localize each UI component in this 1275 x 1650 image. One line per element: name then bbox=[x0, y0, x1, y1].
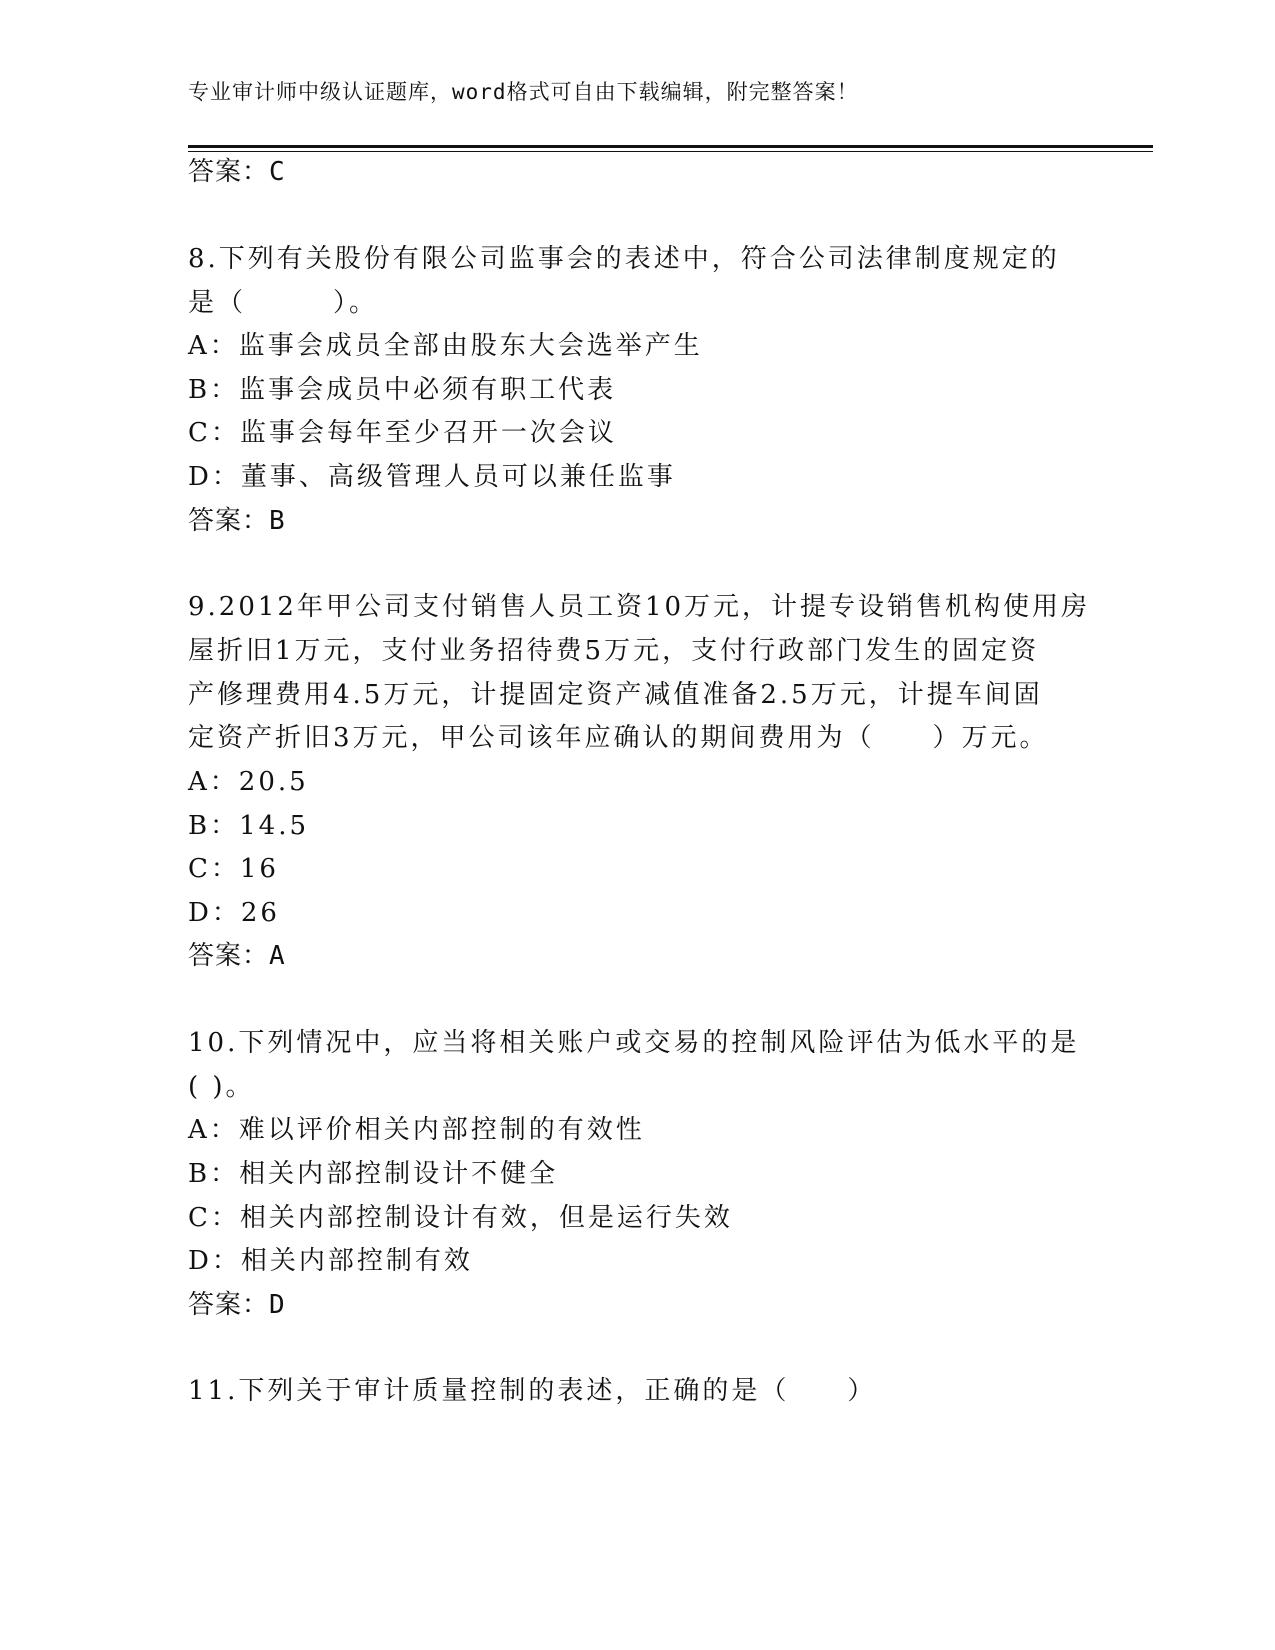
q8-stem-line-1: 8.下列有关股份有限公司监事会的表述中，符合公司法律制度规定的 bbox=[188, 244, 1060, 274]
q10-answer bbox=[188, 1292, 286, 1318]
q10-option-d: D：相关内部控制有效 bbox=[188, 1246, 473, 1276]
q9-option-d: D：26 bbox=[188, 898, 280, 928]
answer-value: D bbox=[269, 1290, 286, 1320]
q10-stem-line-2: ( )。 bbox=[188, 1072, 255, 1102]
answer-label: 答案： bbox=[188, 157, 270, 187]
answer-prev bbox=[188, 159, 286, 185]
page-header: 专业审计师中级认证题库，word格式可自由下载编辑，附完整答案！ bbox=[188, 80, 859, 104]
q10-stem-line-1: 10.下列情况中，应当将相关账户或交易的控制风险评估为低水平的是 bbox=[188, 1028, 1080, 1058]
q9-answer bbox=[188, 943, 286, 969]
answer-label: 答案： bbox=[188, 506, 270, 536]
header-rule-thick bbox=[188, 145, 1153, 148]
q9-option-b: B：14.5 bbox=[188, 811, 309, 841]
q8-option-c: C：监事会每年至少召开一次会议 bbox=[188, 418, 617, 448]
q8-option-b: B：监事会成员中必须有职工代表 bbox=[188, 375, 617, 405]
answer-value: A bbox=[269, 941, 286, 971]
q8-stem-line-2: 是（ ）。 bbox=[188, 288, 379, 318]
q11-stem-line-1: 11.下列关于审计质量控制的表述，正确的是（ ） bbox=[188, 1376, 877, 1406]
q8-answer bbox=[188, 508, 286, 534]
q9-stem-line-1: 9.2012年甲公司支付销售人员工资10万元，计提专设销售机构使用房 bbox=[188, 592, 1091, 622]
q9-option-a: A：20.5 bbox=[188, 767, 309, 797]
header-rule-thin bbox=[188, 151, 1153, 152]
answer-label: 答案： bbox=[188, 941, 270, 971]
answer-value: C bbox=[269, 157, 286, 187]
q9-stem-line-3: 产修理费用4.5万元，计提固定资产减值准备2.5万元，计提车间固 bbox=[188, 680, 1043, 710]
answer-label: 答案： bbox=[188, 1290, 270, 1320]
q10-option-b: B：相关内部控制设计不健全 bbox=[188, 1159, 559, 1189]
answer-value: B bbox=[269, 506, 286, 536]
q8-option-d: D：董事、高级管理人员可以兼任监事 bbox=[188, 462, 676, 492]
q10-option-a: A：难以评价相关内部控制的有效性 bbox=[188, 1115, 645, 1145]
q10-option-c: C：相关内部控制设计有效，但是运行失效 bbox=[188, 1203, 733, 1233]
q9-stem-line-4: 定资产折旧3万元，甲公司该年应确认的期间费用为（ ）万元。 bbox=[188, 723, 1049, 753]
q9-stem-line-2: 屋折旧1万元，支付业务招待费5万元，支付行政部门发生的固定资 bbox=[188, 636, 1040, 666]
q8-option-a: A：监事会成员全部由股东大会选举产生 bbox=[188, 331, 703, 361]
q9-option-c: C：16 bbox=[188, 854, 279, 884]
